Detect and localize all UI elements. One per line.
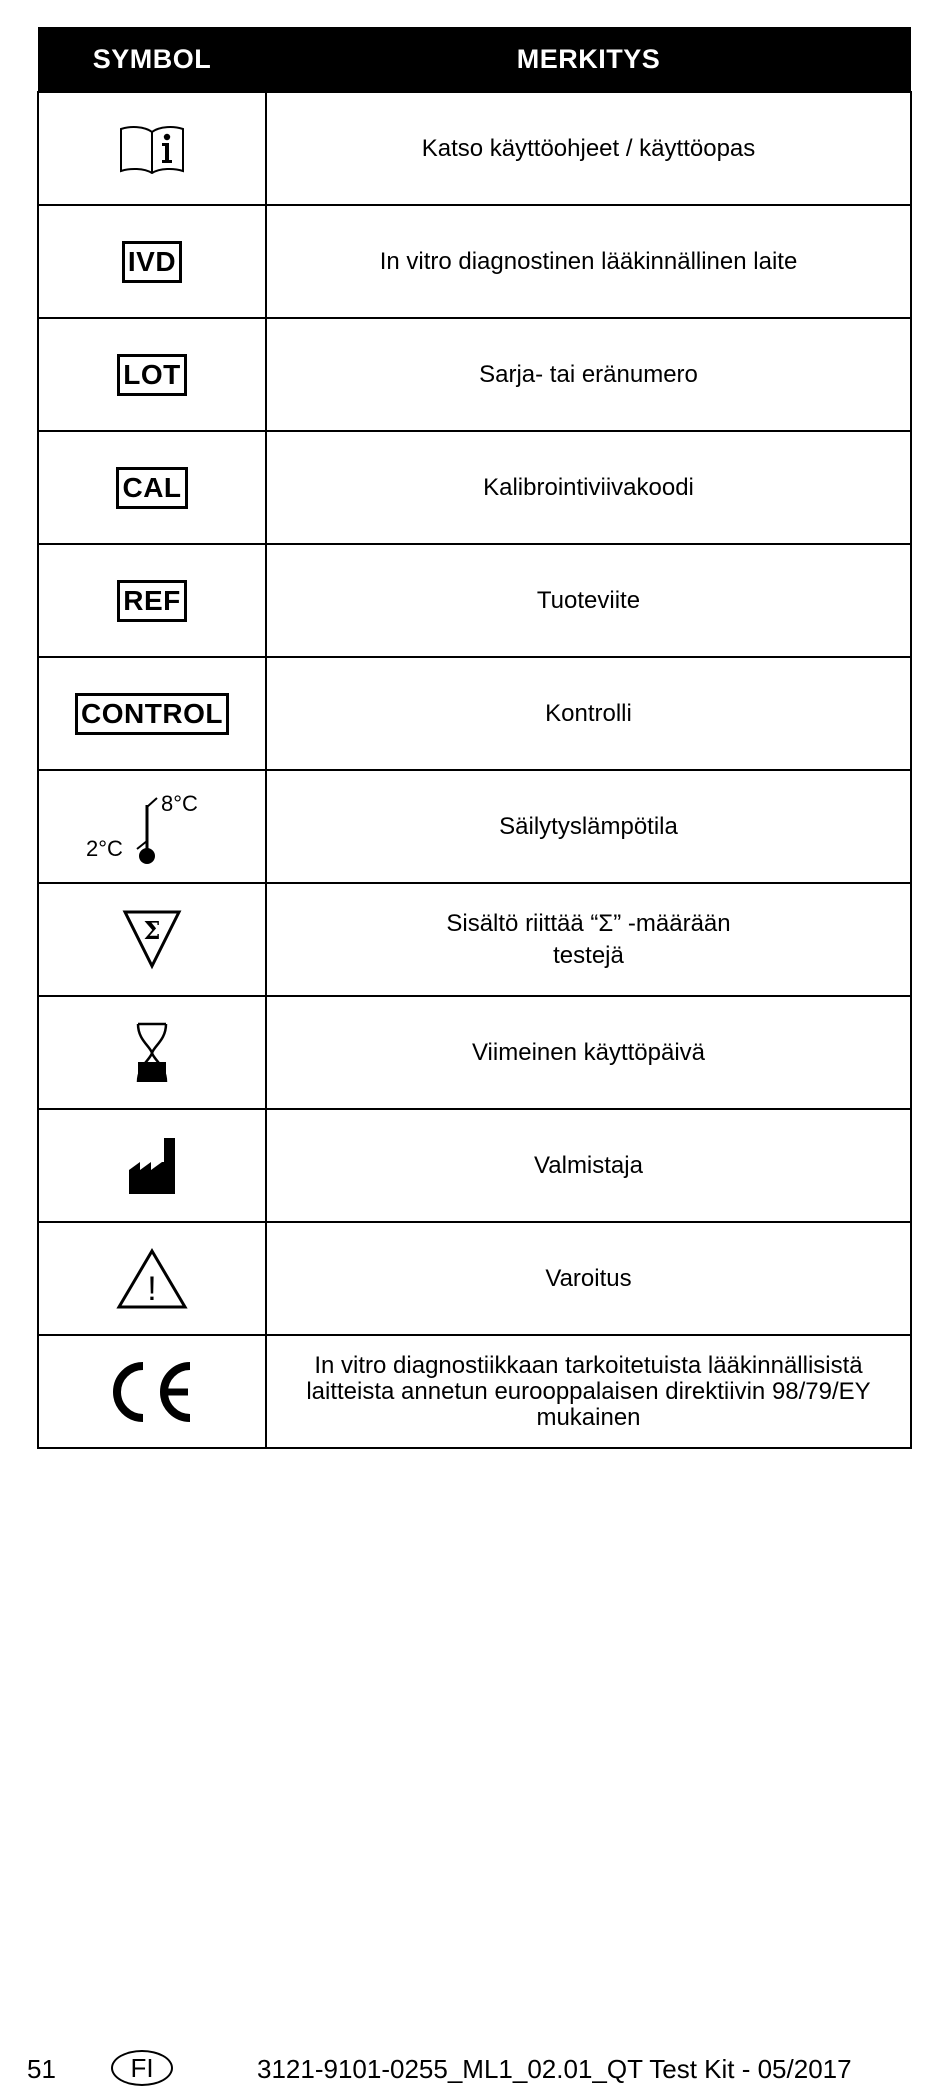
symbol-cell [38, 1335, 266, 1448]
symbol-cell [38, 770, 266, 883]
language-badge: FI [111, 2050, 173, 2086]
ref-box-icon: REF [117, 580, 187, 622]
symbol-cell [38, 883, 266, 996]
meaning-cell: Tuoteviite [266, 544, 911, 657]
document-id: 3121-9101-0255_ML1_02.01_QT Test Kit - 05/2017 [257, 2054, 852, 2084]
table-header-row [38, 27, 911, 92]
ce-mark-icon [110, 1361, 194, 1423]
control-box-icon: CONTROL [75, 693, 229, 735]
lot-box-icon: LOT [117, 354, 187, 396]
symbol-cell [38, 996, 266, 1109]
factory-icon [127, 1136, 177, 1196]
table-row [38, 1222, 911, 1335]
symbol-cell [38, 205, 266, 318]
symbol-cell [38, 544, 266, 657]
meaning-line: Sisältö riittää “Σ” -määrään [446, 909, 731, 937]
symbol-cell [38, 657, 266, 770]
meaning-cell [266, 1335, 911, 1448]
cal-box-icon: CAL [116, 467, 187, 509]
meaning-line: testejä [553, 941, 624, 969]
meaning-cell: Sarja- tai eränumero [266, 318, 911, 431]
ivd-box-icon: IVD [122, 241, 182, 283]
table-row [38, 544, 911, 657]
svg-text:Σ: Σ [143, 915, 161, 945]
page-footer [0, 2050, 950, 2086]
symbol-cell [38, 92, 266, 205]
sigma-triangle-icon [121, 908, 183, 972]
header-meaning: MERKITYS [266, 27, 911, 92]
meaning-cell: Kontrolli [266, 657, 911, 770]
table-row [38, 996, 911, 1109]
meaning-cell: Kalibrointiviivakoodi [266, 431, 911, 544]
table-row [38, 318, 911, 431]
table-row [38, 883, 911, 996]
temp-low-label: 2°C [86, 835, 123, 861]
thermometer-icon [77, 785, 227, 869]
meaning-line: In vitro diagnostiikkaan tarkoitetuista lääkinnällisistä [314, 1351, 863, 1379]
page-number: 51 [27, 2054, 56, 2084]
table-row [38, 1335, 911, 1448]
meaning-cell: Varoitus [266, 1222, 911, 1335]
meaning-cell [266, 883, 911, 996]
symbol-cell [38, 1222, 266, 1335]
meaning-cell: In vitro diagnostinen lääkinnällinen laite [266, 205, 911, 318]
meaning-cell: Katso käyttöohjeet / käyttöopas [266, 92, 911, 205]
meaning-cell: Säilytyslämpötila [266, 770, 911, 883]
symbol-cell [38, 318, 266, 431]
symbol-cell [38, 431, 266, 544]
table-row [38, 431, 911, 544]
warning-triangle-icon [116, 1248, 188, 1310]
table-row [38, 205, 911, 318]
header-symbol: SYMBOL [38, 27, 266, 92]
meaning-cell: Valmistaja [266, 1109, 911, 1222]
table-row [38, 657, 911, 770]
hourglass-icon [134, 1022, 170, 1084]
meaning-line: mukainen [536, 1403, 641, 1431]
temp-high-label: 8°C [161, 790, 198, 816]
meaning-cell: Viimeinen käyttöpäivä [266, 996, 911, 1109]
table-row [38, 1109, 911, 1222]
table-row [38, 770, 911, 883]
symbol-cell [38, 1109, 266, 1222]
book-info-icon [118, 124, 186, 174]
svg-text:!: ! [147, 1269, 157, 1308]
table-row [38, 92, 911, 205]
symbol-table [37, 27, 912, 1449]
meaning-line: laitteista annetun eurooppalaisen direktiivin 98/79/EY [306, 1377, 871, 1405]
